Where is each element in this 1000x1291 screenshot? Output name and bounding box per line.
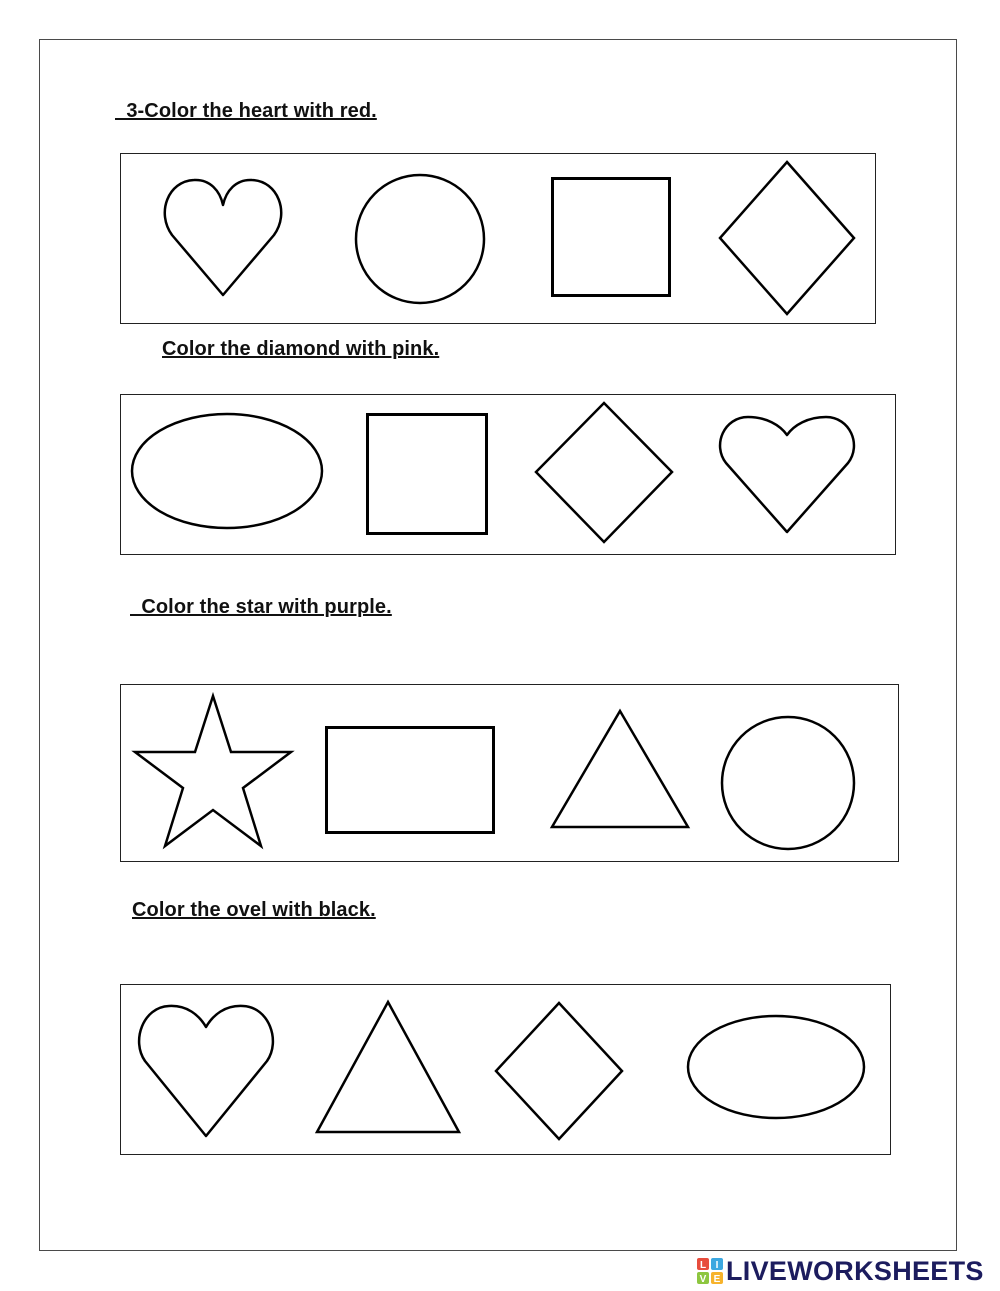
rectangle-shape[interactable] — [325, 726, 495, 834]
svg-text:L: L — [699, 1260, 707, 1271]
heart-shape[interactable] — [137, 1003, 275, 1139]
diamond-shape[interactable] — [718, 160, 856, 316]
heart-shape[interactable] — [162, 177, 284, 299]
shape-row-2 — [120, 394, 896, 555]
instruction-4: Color the ovel with black. — [132, 899, 376, 921]
svg-text:E: E — [713, 1274, 721, 1284]
instruction-2: Color the diamond with pink. — [162, 338, 440, 360]
liveworksheets-logo-icon — [697, 1258, 723, 1284]
svg-text:I: I — [715, 1260, 719, 1271]
shape-row-4 — [120, 984, 891, 1155]
diamond-shape[interactable] — [534, 401, 674, 544]
shape-row-3 — [120, 684, 899, 862]
star-shape[interactable] — [133, 694, 293, 850]
square-shape[interactable] — [551, 177, 671, 297]
instruction-1: 3-Color the heart with red. — [115, 100, 377, 122]
shape-row-1 — [120, 153, 876, 324]
square-shape[interactable] — [366, 413, 488, 535]
liveworksheets-brand — [697, 1253, 984, 1289]
oval-shape[interactable] — [686, 1014, 866, 1120]
heart-shape[interactable] — [718, 415, 856, 535]
instruction-3: Color the star with purple. — [130, 596, 392, 618]
circle-shape[interactable] — [720, 715, 856, 851]
diamond-shape[interactable] — [494, 1001, 624, 1141]
circle-shape[interactable] — [354, 173, 486, 305]
oval-shape[interactable] — [130, 412, 324, 530]
triangle-shape[interactable] — [550, 709, 690, 829]
brand-name: LIVEWORKSHEETS — [726, 1255, 984, 1286]
svg-text:V: V — [699, 1274, 707, 1284]
triangle-shape[interactable] — [315, 1000, 461, 1134]
